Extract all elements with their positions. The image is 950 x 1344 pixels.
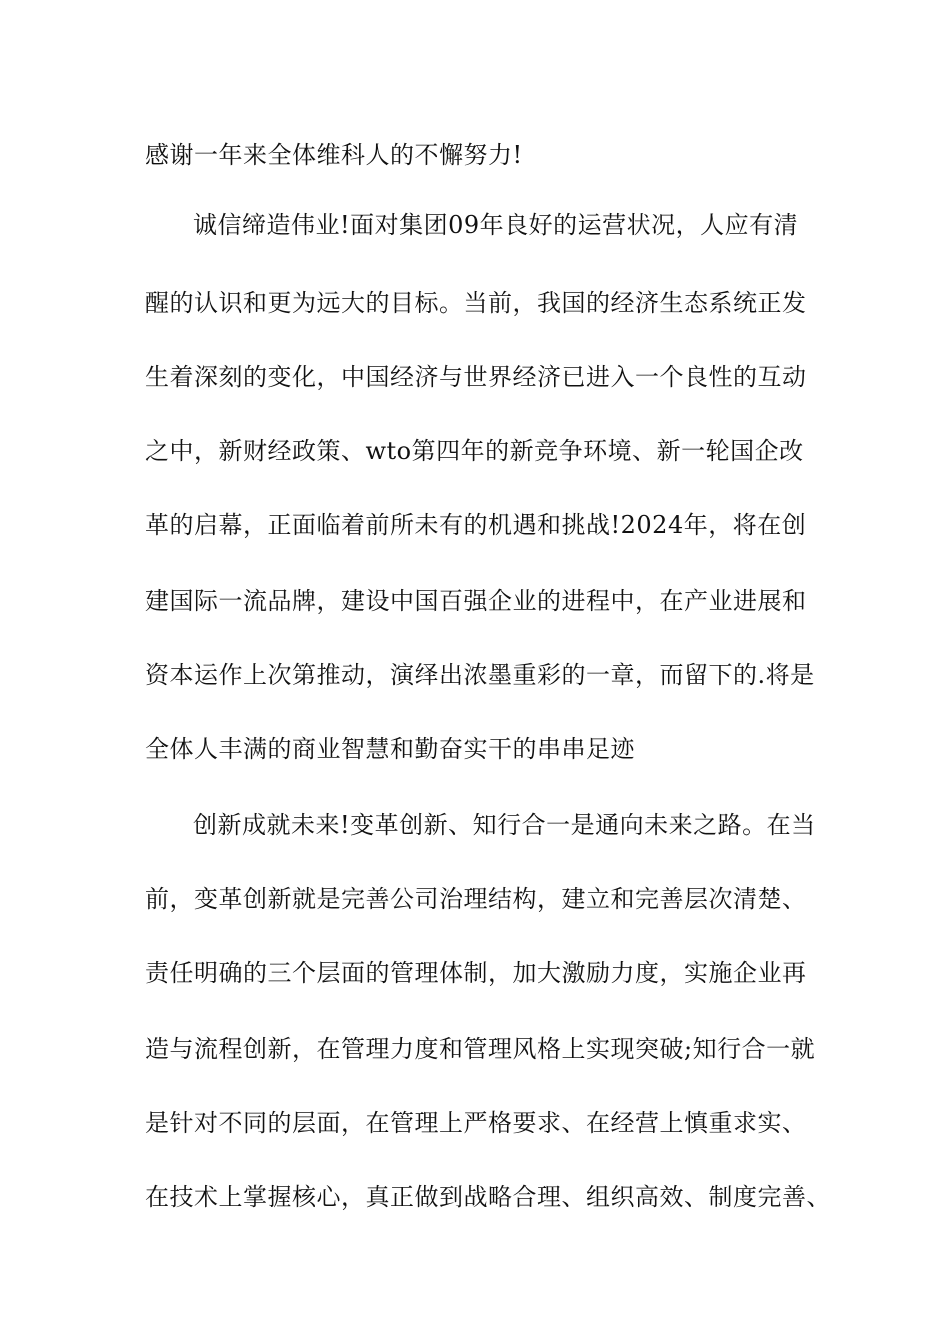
text-line: 是针对不同的层面，在管理上严格要求、在经营上慎重求实、	[145, 1109, 807, 1137]
text-line: 建国际一流品牌，建设中国百强企业的进程中，在产业进展和	[145, 587, 807, 615]
paragraph-start-line: 创新成就未来!变革创新、知行合一是通向未来之路。在当	[193, 811, 816, 839]
text-line: 资本运作上次第推动，演绎出浓墨重彩的一章，而留下的.将是	[145, 661, 815, 689]
text-line: 醒的认识和更为远大的目标。当前，我国的经济生态系统正发	[145, 289, 807, 317]
text-line: 感谢一年来全体维科人的不懈努力!	[145, 141, 523, 169]
text-line: 造与流程创新，在管理力度和管理风格上实现突破;知行合一就	[145, 1035, 816, 1063]
text-line: 前，变革创新就是完善公司治理结构，建立和完善层次清楚、	[145, 885, 807, 913]
paragraph-start-line: 诚信缔造伟业!面对集团09年良好的运营状况，人应有清	[193, 211, 799, 239]
text-line: 在技术上掌握核心，真正做到战略合理、组织高效、制度完善、	[145, 1183, 831, 1211]
text-line: 全体人丰满的商业智慧和勤奋实干的串串足迹	[145, 735, 635, 763]
text-line: 责任明确的三个层面的管理体制，加大激励力度，实施企业再	[145, 959, 807, 987]
text-line: 革的启幕，正面临着前所未有的机遇和挑战!2024年，将在创	[145, 511, 807, 539]
text-line: 之中，新财经政策、wto第四年的新竞争环境、新一轮国企改	[145, 437, 804, 465]
text-line: 生着深刻的变化，中国经济与世界经济已进入一个良性的互动	[145, 363, 807, 391]
